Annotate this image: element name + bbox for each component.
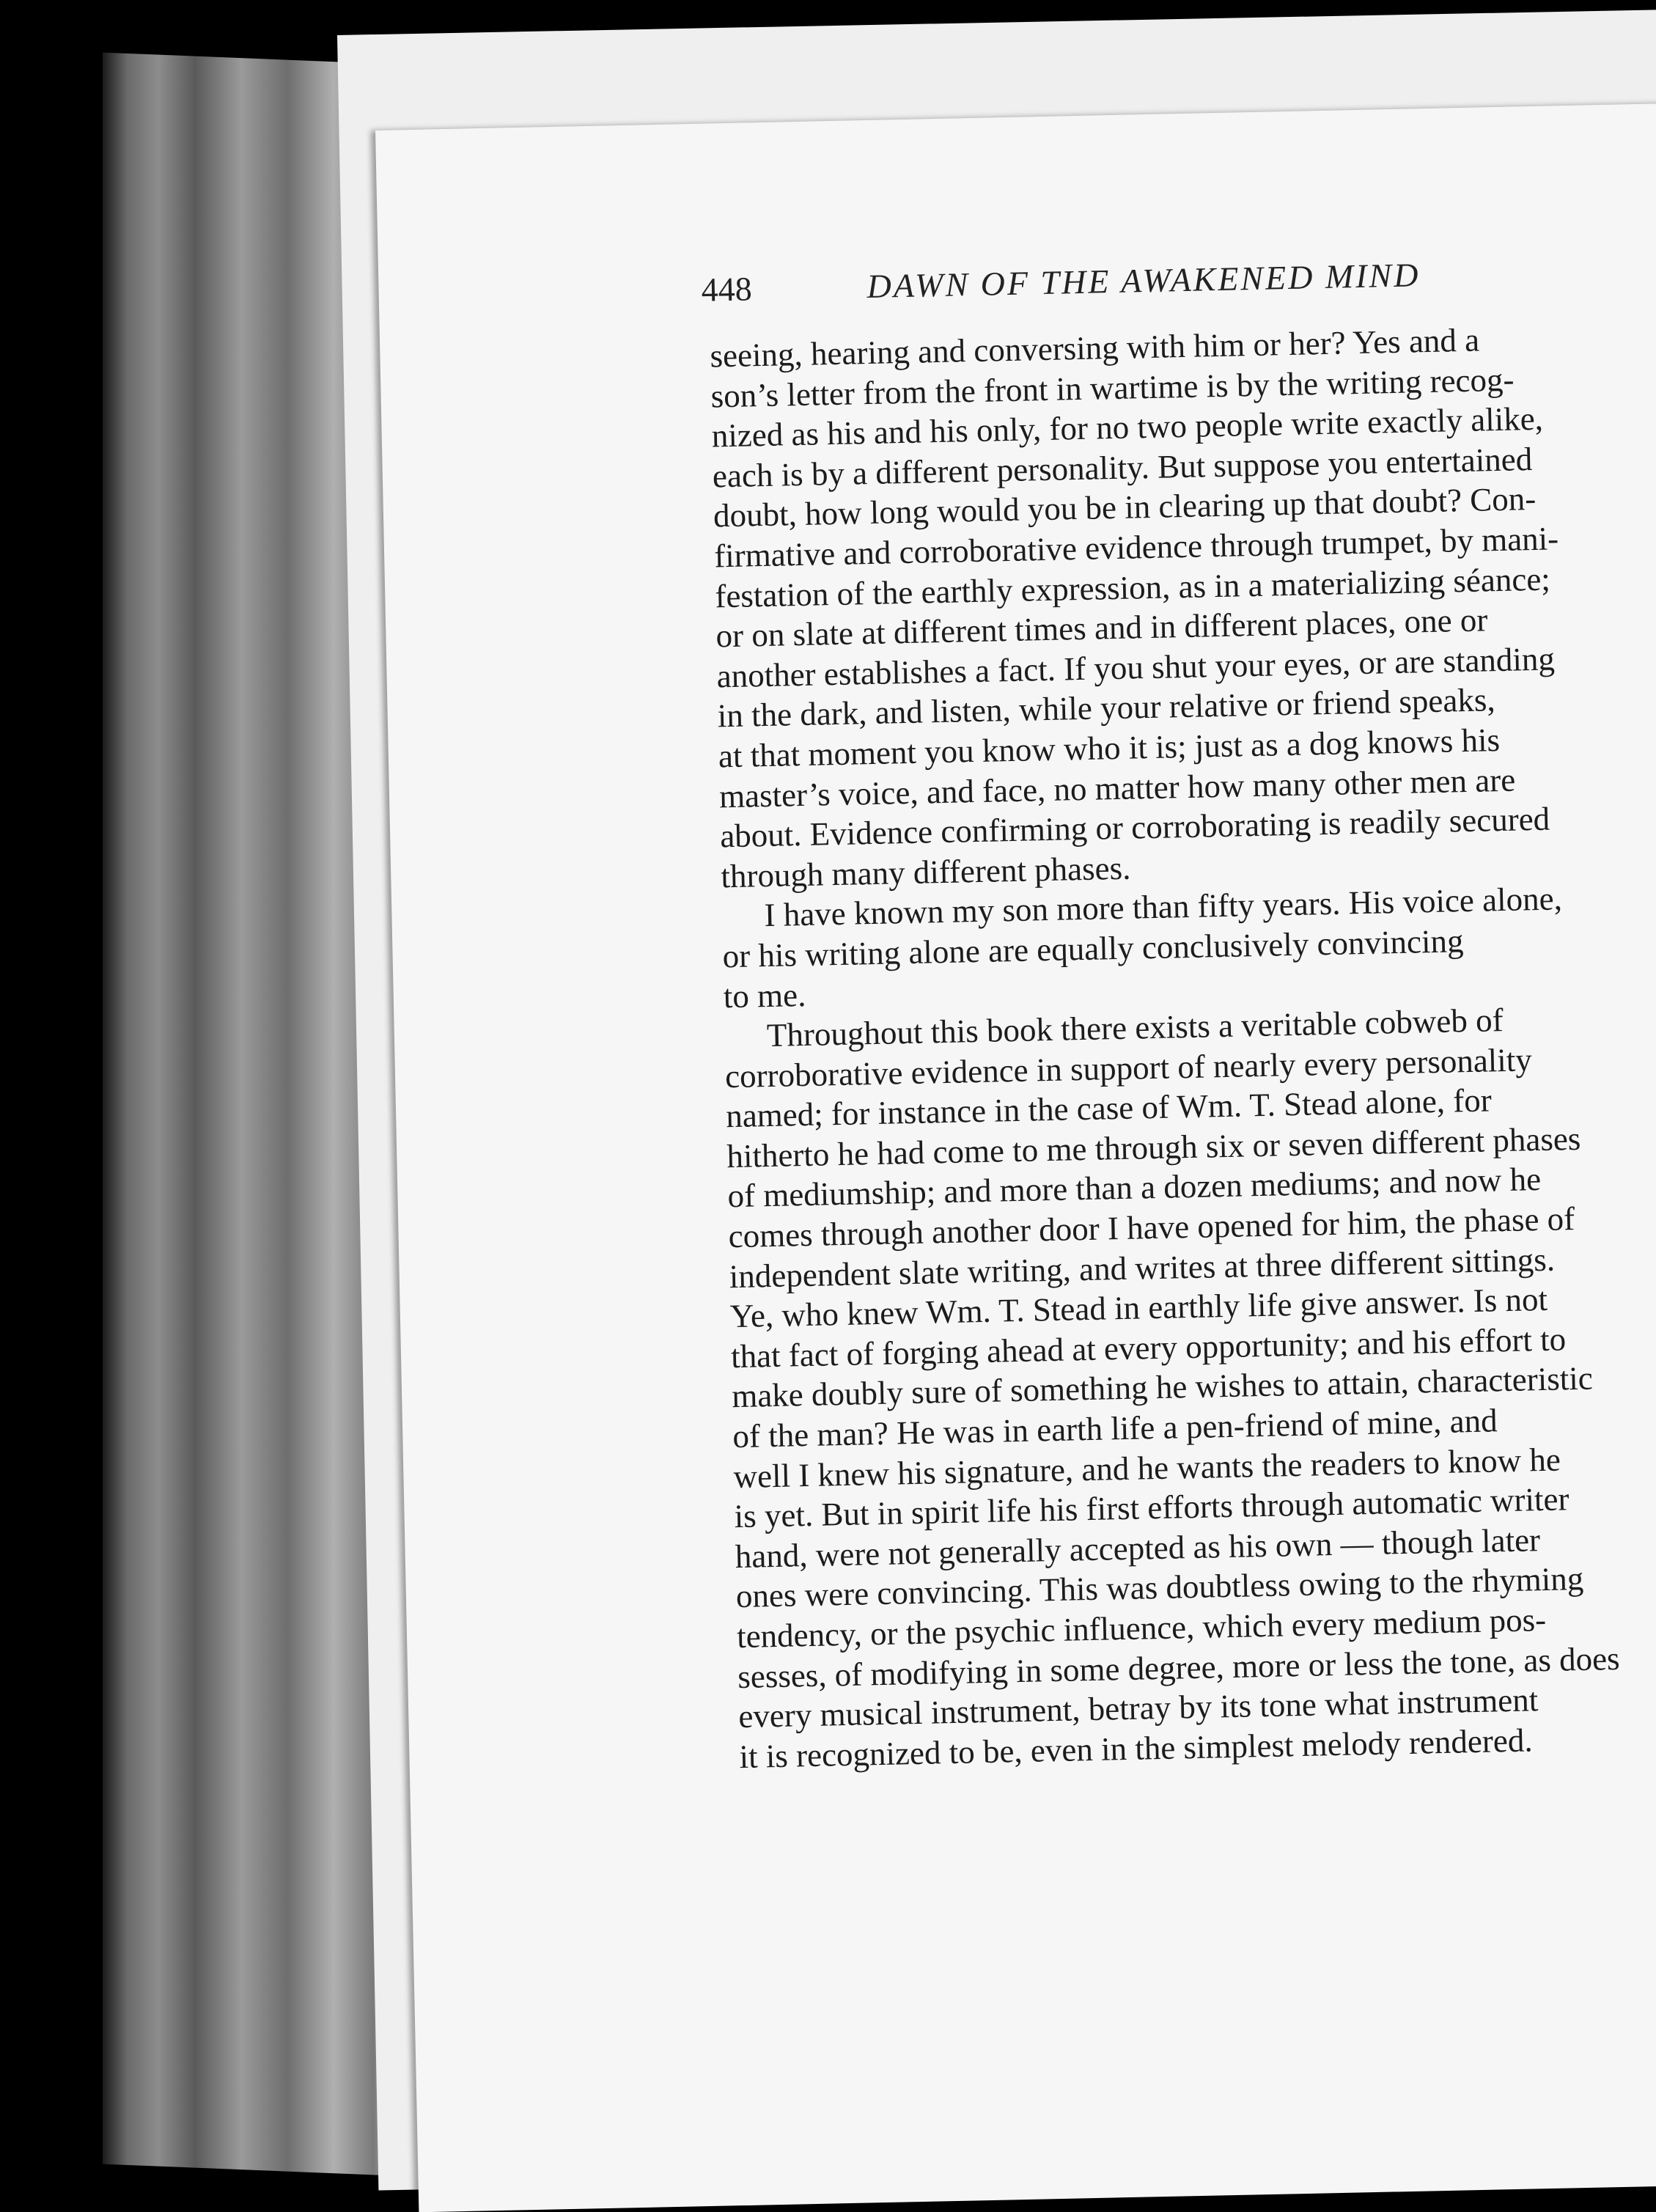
running-title: DAWN OF THE AWAKENED MIND — [866, 256, 1421, 305]
text-line: or his writing alone are equally conclusively convincing — [722, 922, 1464, 975]
paragraph-first-line: I have known my son more than fifty years. His voice alone, — [764, 880, 1563, 934]
text-line: son’s letter from the front in wartime is by the writing recog- — [710, 361, 1515, 415]
text-line: corroborative evidence in support of nearly every personality — [724, 1040, 1533, 1095]
text-line: every musical instrument, betray by its tone what instrument — [737, 1681, 1539, 1735]
text-line: nized as his and his only, for no two people write exactly alike, — [711, 400, 1544, 455]
text-line: sesses, of modifying in some degree, more or less the tone, as does — [737, 1639, 1621, 1695]
text-line: firmative and corroborative evidence through trumpet, by mani- — [713, 520, 1559, 575]
text-line: through many different phases. — [720, 849, 1131, 895]
text-line: of mediumship; and more than a dozen mediums; and now he — [727, 1161, 1542, 1215]
text-line: master’s voice, and face, no matter how many other men are — [718, 761, 1516, 815]
text-line: well I knew his signature, and he wants the readers to know he — [733, 1441, 1561, 1495]
text-line: to me. — [723, 976, 806, 1015]
text-line: or on slate at different times and in different places, one or — [715, 601, 1488, 655]
text-line: hand, were not generally accepted as his own — though later — [735, 1521, 1541, 1575]
text-line: ones were convincing. This was doubtless owing to the rhyming — [735, 1560, 1584, 1615]
text-line: hitherto he had come to me through six or seven different phases — [726, 1120, 1581, 1175]
text-line: of the man? He was in earth life a pen-friend of mine, and — [732, 1402, 1498, 1455]
text-line: in the dark, and listen, while your relative or friend speaks, — [717, 681, 1496, 735]
text-line: named; for instance in the case of Wm. T. Stead alone, for — [725, 1081, 1493, 1135]
text-line: another establishes a fact. If you shut your eyes, or are standing — [716, 640, 1556, 695]
text-line: at that moment you know who it is; just as a dog knows his — [718, 721, 1501, 775]
text-line: tendency, or the psychic influence, which every medium pos- — [736, 1601, 1547, 1656]
text-line: each is by a different personality. But suppose you entertained — [712, 440, 1533, 495]
text-line: seeing, hearing and conversing with him or her? Yes and a — [710, 321, 1480, 375]
text-line: it is recognized to be, even in the simplest melody rendered. — [739, 1722, 1534, 1775]
text-line: comes through another door I have opened for him, the phase of — [728, 1200, 1575, 1255]
text-line: doubt, how long would you be in clearing up that doubt? Con- — [713, 480, 1537, 534]
text-line: Ye, who knew Wm. T. Stead in earthly life give answer. Is not — [729, 1281, 1548, 1335]
page-header — [701, 247, 1656, 309]
text-line: festation of the earthly expression, as in a materializing séance; — [714, 560, 1551, 614]
text-line: independent slate writing, and writes at three different sittings. — [729, 1241, 1556, 1295]
text-line: about. Evidence confirming or corroborating is readily secured — [719, 800, 1550, 855]
text-line: make doubly sure of something he wishes to attain, characteristic — [731, 1360, 1594, 1415]
text-line: that fact of forging ahead at every opportunity; and his effort to — [730, 1320, 1567, 1375]
book-page — [375, 103, 1656, 2212]
body-text — [710, 309, 1656, 1776]
page-number: 448 — [701, 270, 753, 309]
paragraph-first-line: Throughout this book there exists a veritable cobweb of — [766, 1002, 1504, 1054]
text-line: is yet. But in spirit life his first efforts through automatic writer — [734, 1480, 1569, 1535]
